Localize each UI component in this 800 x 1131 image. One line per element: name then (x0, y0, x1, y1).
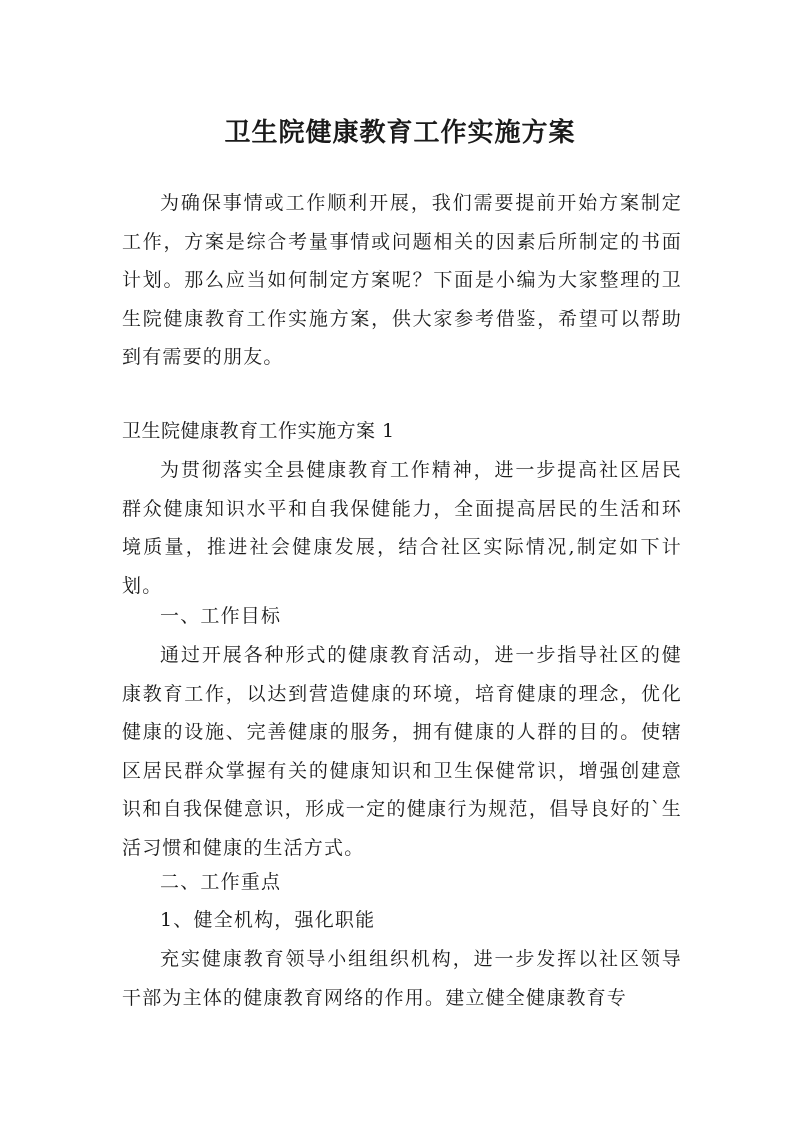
section-title: 卫生院健康教育工作实施方案 1 (122, 420, 395, 442)
focus-paragraph: 充实健康教育领导小组组织机构，进一步发挥以社区领导干部为主体的健康教育网络的作用。建立健全健康教育专 (122, 948, 682, 1009)
subheading-organization: 1、健全机构，强化职能 (160, 909, 376, 931)
heading-work-focus: 二、工作重点 (160, 871, 282, 893)
document-title: 卫生院健康教育工作实施方案 (224, 118, 576, 149)
heading-work-goal: 一、工作目标 (160, 605, 282, 627)
section-intro-paragraph: 为贯彻落实全县健康教育工作精神，进一步提高社区居民群众健康知识水平和自我保健能力，全面提高居民的生活和环境质量，推进社会健康发展，结合社区实际情况,制定如下计划。 (122, 459, 682, 597)
intro-paragraph: 为确保事情或工作顺利开展，我们需要提前开始方案制定工作，方案是综合考量事情或问题相关的因素后所制定的书面计划。那么应当如何制定方案呢？下面是小编为大家整理的卫生院健康教育工作实施方案，供大家参考借鉴，希望可以帮助到有需要的朋友。 (122, 192, 682, 369)
goal-paragraph: 通过开展各种形式的健康教育活动，进一步指导社区的健康教育工作，以达到营造健康的环境，培育健康的理念，优化健康的设施、完善健康的服务，拥有健康的人群的目的。使辖区居民群众掌握有关的健康知识和卫生保健常识，增强创建意识和自我保健意识，形成一定的健康行为规范，倡导良好的`生活习惯和健康的生活方式。 (122, 644, 682, 859)
